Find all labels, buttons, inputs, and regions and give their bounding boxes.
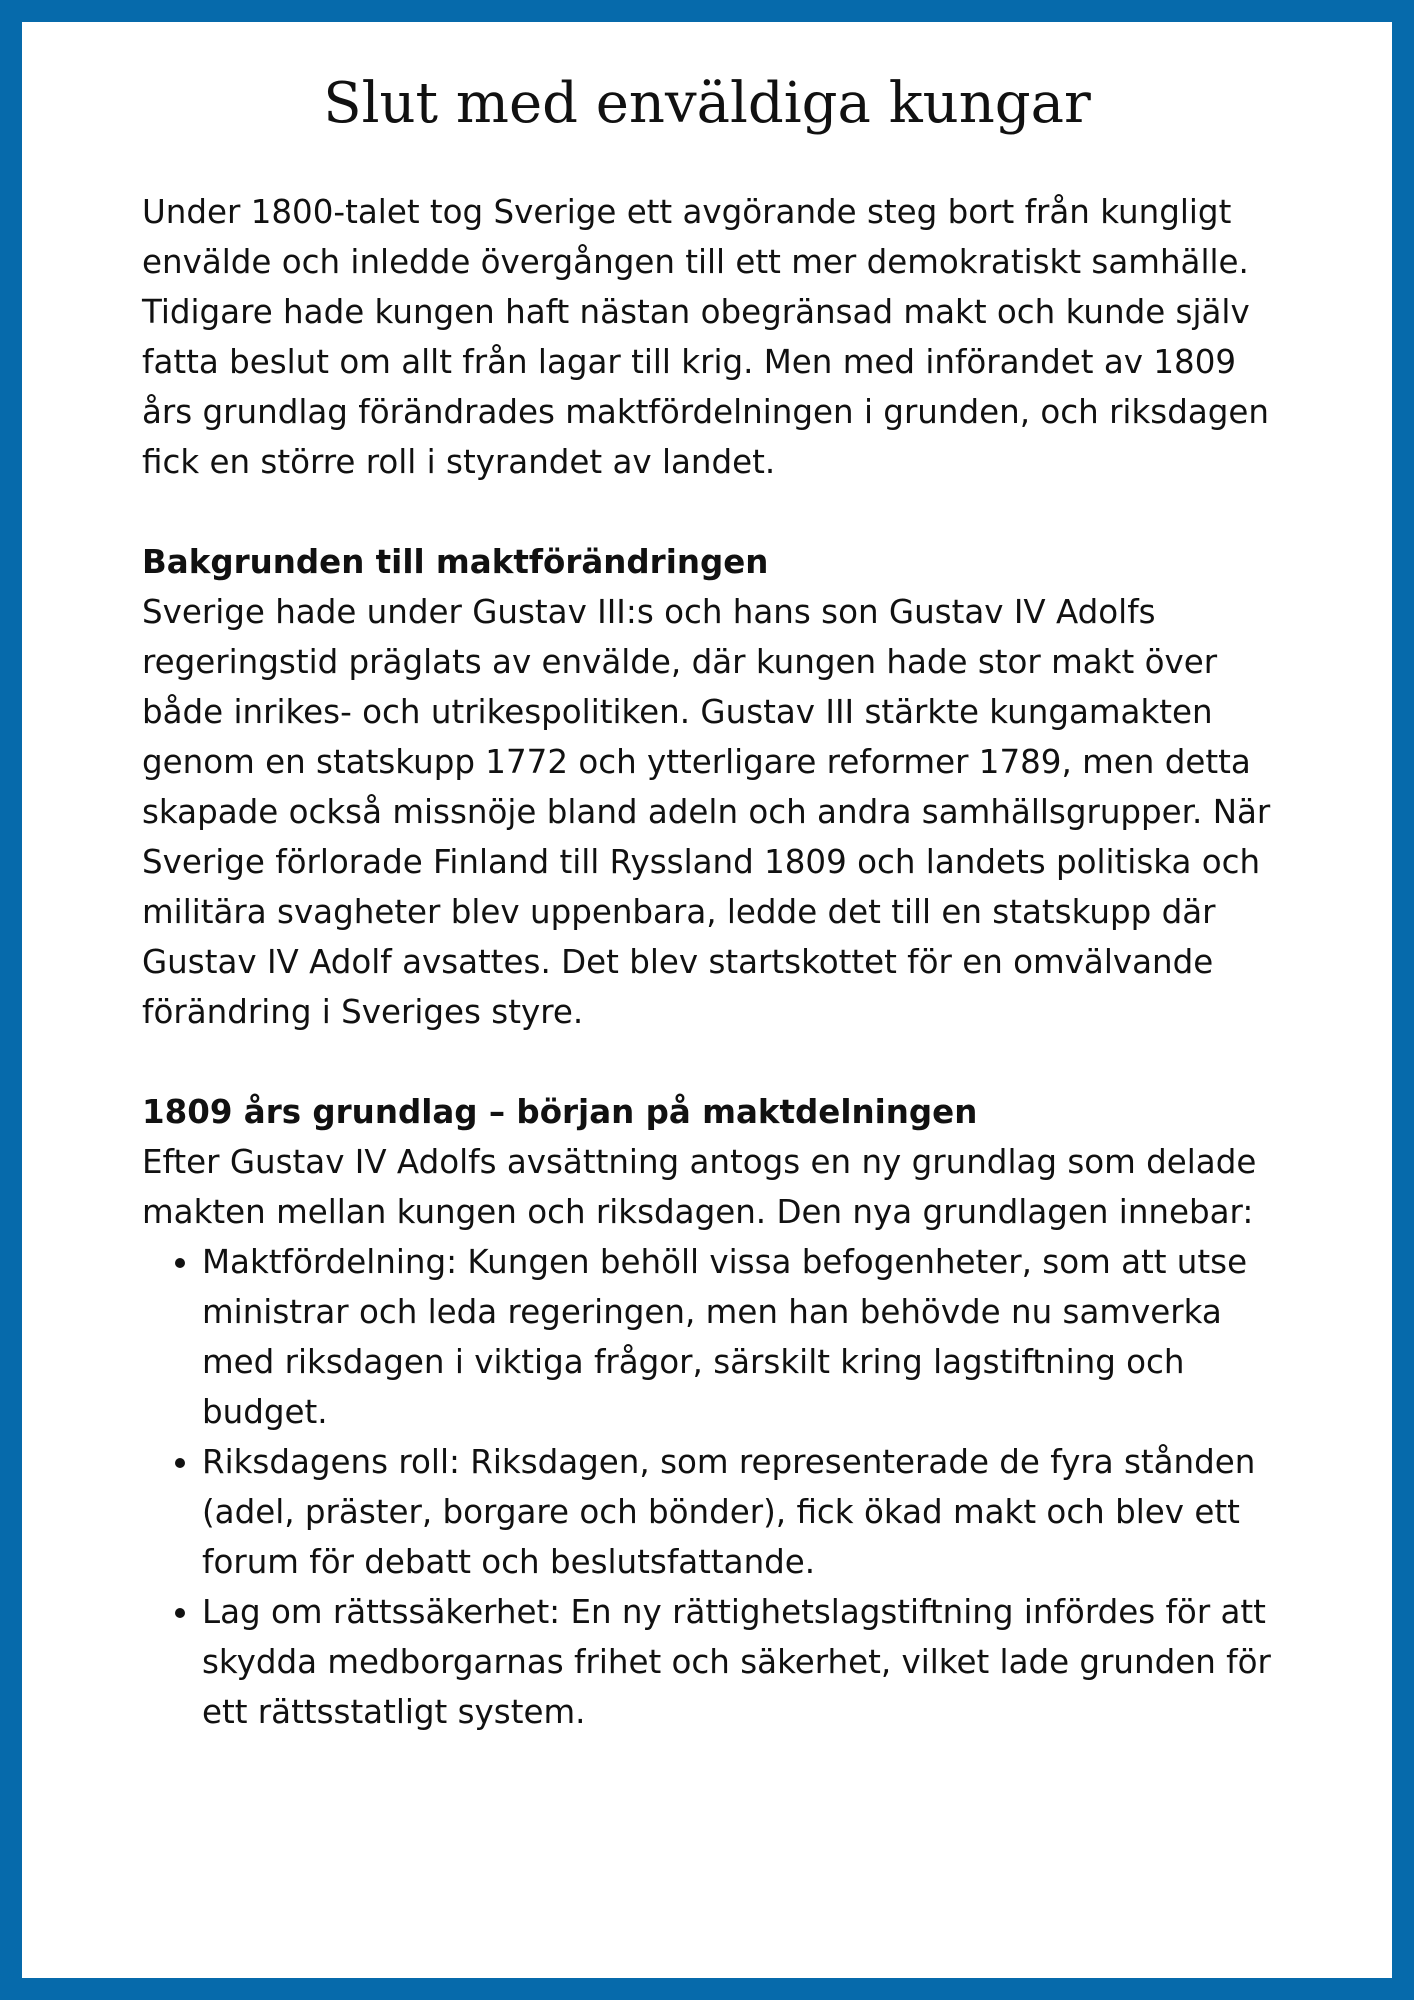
paragraph-gap — [142, 487, 1282, 537]
bullet-item-legal-security: • Lag om rättssäkerhet: En ny rättighetslagstiftning infördes för att skydda medborgarnas frihet och säkerhet, vilket lade grunden för ett rättsstatligt system. — [202, 1587, 1282, 1737]
page-title: Slut med enväldiga kungar — [323, 71, 1091, 136]
intro-paragraph: Under 1800-talet tog Sverige ett avgörande steg bort från kungligt envälde och inledde övergången till ett mer demokratiskt samhälle. Tidigare hade kungen haft nästan obegränsad makt och kunde själv fatta beslut om allt från lagar till krig. Men med införandet av 1809 års grundlag förändrades maktfördelningen i grunden, och riksdagen fick en större roll i styrandet av landet. — [142, 193, 1269, 481]
bullet-item-riksdag-role: • Riksdagens roll: Riksdagen, som representerade de fyra stånden (adel, präster, borgare och bönder), fick ökad makt och blev ett forum för debatt och beslutsfattande. — [202, 1437, 1282, 1587]
paragraph-gap — [142, 1037, 1282, 1087]
section-paragraph-background: Sverige hade under Gustav III:s och hans son Gustav IV Adolfs regeringstid präglats av envälde, där kungen hade stor makt över både inrikes- och utrikespolitiken. Gustav III stärkte kungamakten genom en statskupp 1772 och ytterligare reformer 1789, men detta skapade också missnöje bland adeln och andra samhällsgrupper. När Sverige förlorade Finland till Ryssland 1809 och landets politiska och militära svagheter blev uppenbara, ledde det till en statskupp där Gustav IV Adolf avsattes. Det blev startskottet för en omvälvande förändring i Sveriges styre. — [142, 593, 1271, 1031]
document-body — [142, 187, 1282, 1737]
section-heading-background: Bakgrunden till maktförändringen — [142, 543, 769, 581]
section-paragraph-constitution: Efter Gustav IV Adolfs avsättning antogs en ny grundlag som delade makten mellan kungen och riksdagen. Den nya grundlagen innebar: — [142, 1143, 1257, 1231]
constitution-bullet-list — [142, 1237, 1282, 1737]
section-heading-constitution: 1809 års grundlag – början på maktdelningen — [142, 1093, 978, 1131]
bullet-item-power-distribution: • Maktfördelning: Kungen behöll vissa befogenheter, som att utse ministrar och leda regeringen, men han behövde nu samverka med riksdagen i viktiga frågor, särskilt kring lagstiftning och budget. — [202, 1237, 1282, 1437]
